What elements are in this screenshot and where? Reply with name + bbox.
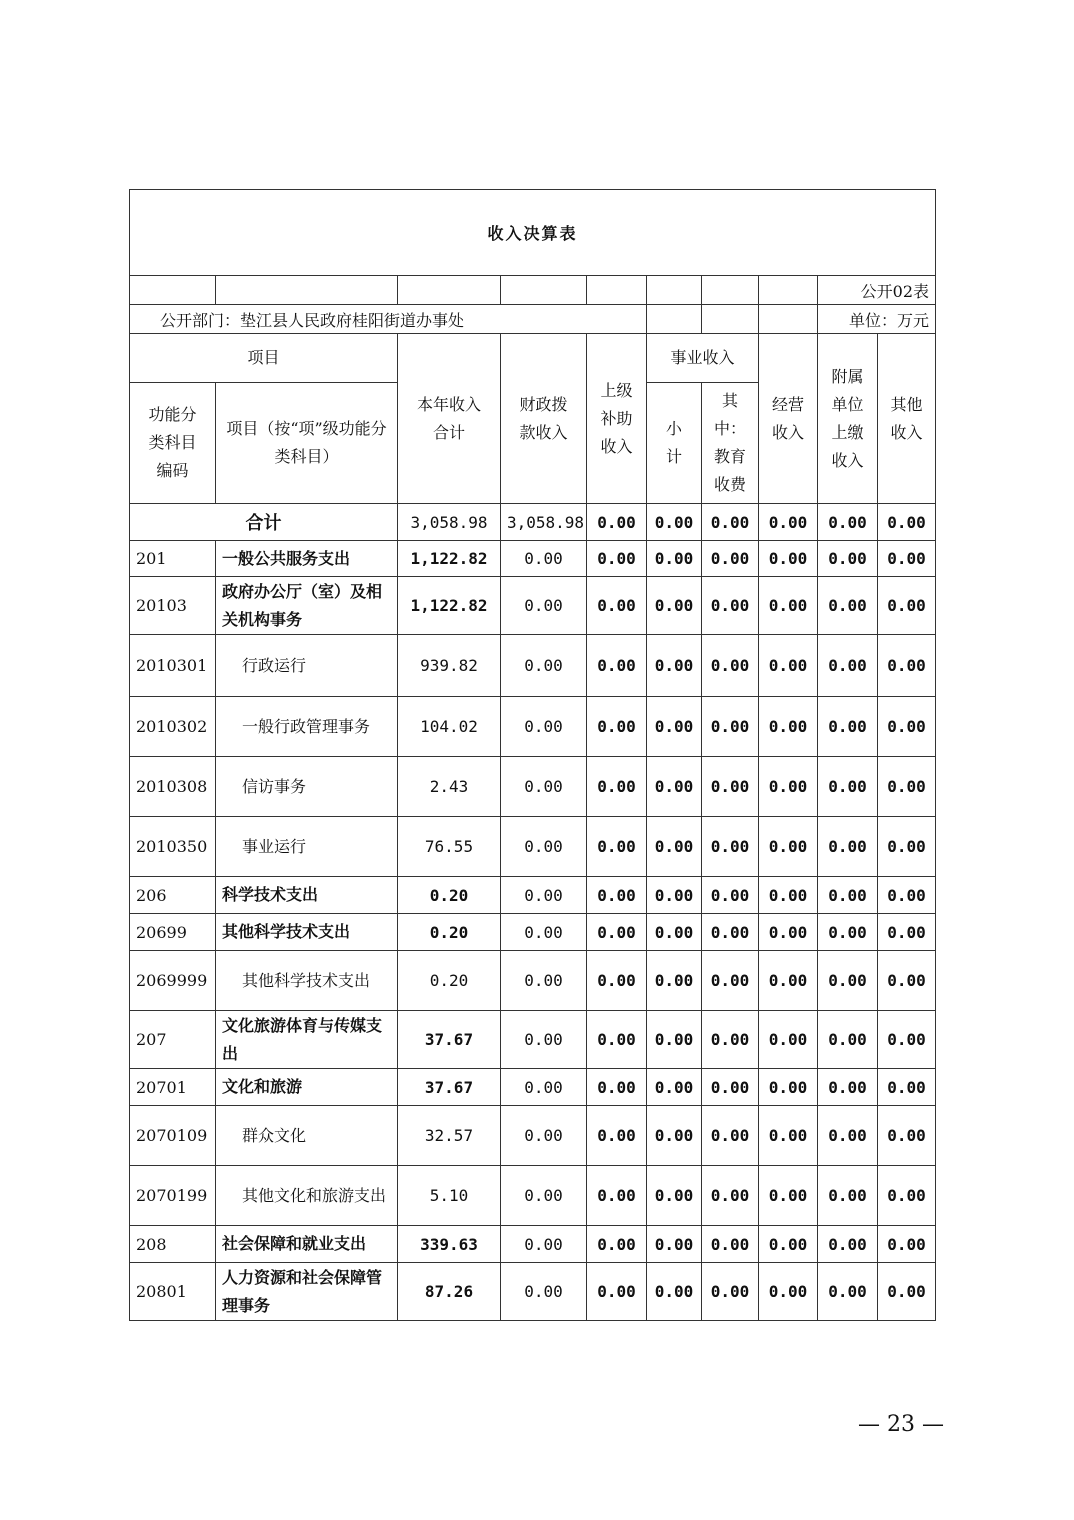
row-value: 0.00 (878, 914, 936, 951)
table-row (130, 877, 936, 914)
header-education-fee-text: 其中：教育收费 (713, 391, 746, 494)
row-value: 0.00 (587, 541, 647, 577)
row-value: 0.00 (501, 757, 587, 817)
row-value: 0.00 (818, 697, 878, 757)
row-value: 0.00 (759, 1011, 818, 1069)
header-total-income (398, 334, 501, 504)
table-row (130, 914, 936, 951)
row-value: 0.00 (587, 1106, 647, 1166)
row-name: 文化旅游体育与传媒支出 (216, 1011, 398, 1069)
table-row (130, 541, 936, 577)
row-value: 0.00 (501, 914, 587, 951)
row-value: 0.00 (818, 1106, 878, 1166)
total-value: 0.00 (702, 504, 759, 541)
row-code: 206 (130, 877, 216, 914)
row-value: 0.00 (647, 1226, 702, 1263)
row-code: 2010302 (130, 697, 216, 757)
row-code: 20103 (130, 577, 216, 635)
row-value: 0.00 (587, 577, 647, 635)
header-affiliated-income-text: 附属单位上缴收入 (831, 366, 864, 470)
row-value: 0.00 (702, 1226, 759, 1263)
table-row (130, 635, 936, 697)
row-value: 0.00 (702, 1263, 759, 1321)
row-value: 0.00 (587, 1226, 647, 1263)
header-affiliated-income (818, 334, 878, 504)
row-value: 0.00 (759, 877, 818, 914)
total-value: 0.00 (587, 504, 647, 541)
row-value: 0.00 (702, 635, 759, 697)
row-name: 文化和旅游 (216, 1069, 398, 1106)
header-code-text: 功能分类科目编码 (148, 405, 197, 480)
row-name: 行政运行 (216, 635, 398, 697)
row-value: 0.00 (878, 877, 936, 914)
total-value: 0.00 (818, 504, 878, 541)
row-value: 0.00 (702, 541, 759, 577)
header-education-fee (702, 383, 759, 504)
row-value: 0.00 (818, 1011, 878, 1069)
row-code: 2010308 (130, 757, 216, 817)
header-subtotal-text: 小计 (665, 419, 682, 466)
row-value: 0.00 (702, 1069, 759, 1106)
header-subsidy-income-text: 上级补助收入 (600, 380, 633, 456)
header-operating-income-text: 经营收入 (771, 394, 804, 442)
table-row (130, 697, 936, 757)
row-value: 0.00 (587, 951, 647, 1011)
row-value: 0.00 (818, 877, 878, 914)
row-value: 0.00 (647, 914, 702, 951)
row-value: 0.00 (818, 951, 878, 1011)
row-value: 0.00 (759, 577, 818, 635)
row-name: 其他科学技术支出 (216, 951, 398, 1011)
row-value: 0.00 (702, 697, 759, 757)
row-value: 0.00 (759, 951, 818, 1011)
row-name: 一般公共服务支出 (216, 541, 398, 577)
row-value: 0.00 (587, 1166, 647, 1226)
row-value: 0.00 (702, 877, 759, 914)
row-value: 87.26 (398, 1263, 501, 1321)
row-code: 20801 (130, 1263, 216, 1321)
row-value: 0.00 (647, 757, 702, 817)
total-value: 3,058.98 (501, 504, 587, 541)
row-value: 0.00 (759, 1106, 818, 1166)
row-value: 0.00 (587, 697, 647, 757)
table-title: 收入决算表 (130, 190, 936, 276)
row-value: 32.57 (398, 1106, 501, 1166)
row-value: 0.00 (759, 1166, 818, 1226)
table-row (130, 1263, 936, 1321)
row-value: 0.00 (501, 817, 587, 877)
row-value: 0.00 (501, 577, 587, 635)
table-row (130, 1106, 936, 1166)
row-code: 208 (130, 1226, 216, 1263)
row-value: 0.00 (878, 1263, 936, 1321)
row-value: 0.00 (818, 1226, 878, 1263)
row-value: 2.43 (398, 757, 501, 817)
row-value: 0.00 (759, 635, 818, 697)
income-final-accounts-table (129, 189, 936, 1321)
row-value: 0.00 (647, 877, 702, 914)
row-value: 0.00 (878, 817, 936, 877)
row-value: 0.00 (702, 1166, 759, 1226)
row-name: 一般行政管理事务 (216, 697, 398, 757)
row-value: 0.00 (759, 541, 818, 577)
table-row (130, 757, 936, 817)
header-other-income-text: 其他收入 (890, 394, 923, 442)
row-value: 0.00 (759, 697, 818, 757)
row-value: 0.00 (878, 1011, 936, 1069)
row-value: 0.00 (501, 951, 587, 1011)
row-code: 2010350 (130, 817, 216, 877)
row-value: 0.00 (818, 541, 878, 577)
row-value: 0.00 (501, 541, 587, 577)
row-code: 20701 (130, 1069, 216, 1106)
row-value: 0.00 (501, 877, 587, 914)
row-value: 0.00 (759, 1226, 818, 1263)
row-value: 76.55 (398, 817, 501, 877)
row-value: 0.00 (587, 1069, 647, 1106)
row-value: 0.00 (587, 1011, 647, 1069)
row-value: 0.20 (398, 951, 501, 1011)
row-value: 0.00 (501, 1069, 587, 1106)
row-value: 0.00 (878, 1069, 936, 1106)
row-value: 0.00 (878, 1166, 936, 1226)
row-value: 0.00 (878, 757, 936, 817)
row-value: 0.00 (501, 697, 587, 757)
row-value: 0.00 (647, 1166, 702, 1226)
table-row (130, 1011, 936, 1069)
table-row (130, 1226, 936, 1263)
row-value: 0.00 (759, 817, 818, 877)
row-value: 0.00 (501, 1011, 587, 1069)
total-value: 3,058.98 (398, 504, 501, 541)
row-value: 339.63 (398, 1226, 501, 1263)
row-value: 0.00 (759, 914, 818, 951)
header-project: 项目 (130, 334, 398, 383)
row-code: 2070109 (130, 1106, 216, 1166)
row-name: 群众文化 (216, 1106, 398, 1166)
row-value: 0.00 (587, 635, 647, 697)
header-career-income: 事业收入 (647, 334, 759, 383)
row-value: 0.00 (759, 1263, 818, 1321)
row-value: 1,122.82 (398, 541, 501, 577)
row-value: 0.00 (647, 1011, 702, 1069)
row-name: 政府办公厅（室）及相关机构事务 (216, 577, 398, 635)
row-name: 其他文化和旅游支出 (216, 1166, 398, 1226)
row-value: 0.00 (759, 757, 818, 817)
table-number: 公开02表 (818, 276, 936, 305)
header-fiscal-income (501, 334, 587, 504)
header-total-income-text: 本年收入合计 (416, 394, 481, 442)
row-value: 0.00 (818, 1166, 878, 1226)
row-value: 0.00 (587, 1263, 647, 1321)
header-item-name-text: 项目（按“项”级功能分类科目） (226, 419, 387, 466)
row-value: 0.00 (587, 817, 647, 877)
department-label: 公开部门：垫江县人民政府桂阳街道办事处 (130, 305, 647, 334)
row-code: 2069999 (130, 951, 216, 1011)
row-value: 0.00 (878, 635, 936, 697)
total-value: 0.00 (647, 504, 702, 541)
header-other-income (878, 334, 936, 504)
row-value: 0.00 (702, 817, 759, 877)
row-code: 20699 (130, 914, 216, 951)
row-value: 0.00 (501, 635, 587, 697)
row-value: 0.00 (818, 757, 878, 817)
row-value: 0.20 (398, 877, 501, 914)
total-value: 0.00 (759, 504, 818, 541)
row-value: 0.00 (878, 577, 936, 635)
row-value: 939.82 (398, 635, 501, 697)
row-name: 科学技术支出 (216, 877, 398, 914)
row-code: 207 (130, 1011, 216, 1069)
row-value: 0.00 (501, 1226, 587, 1263)
unit-label: 单位：万元 (818, 305, 936, 334)
row-value: 104.02 (398, 697, 501, 757)
row-code: 201 (130, 541, 216, 577)
row-value: 0.00 (702, 1011, 759, 1069)
table-row (130, 1166, 936, 1226)
row-value: 0.00 (647, 1069, 702, 1106)
row-value: 0.00 (702, 914, 759, 951)
header-operating-income (759, 334, 818, 504)
row-value: 0.00 (818, 914, 878, 951)
row-value: 0.00 (647, 635, 702, 697)
row-value: 0.00 (702, 757, 759, 817)
row-value: 0.00 (818, 817, 878, 877)
table-row (130, 951, 936, 1011)
row-value: 0.00 (818, 635, 878, 697)
row-value: 0.00 (501, 1106, 587, 1166)
header-subsidy-income (587, 334, 647, 504)
row-value: 0.00 (647, 577, 702, 635)
row-value: 0.00 (702, 577, 759, 635)
row-value: 0.00 (587, 877, 647, 914)
table-row (130, 817, 936, 877)
row-name: 事业运行 (216, 817, 398, 877)
row-value: 0.00 (878, 541, 936, 577)
row-value: 0.00 (587, 914, 647, 951)
header-item-name (216, 383, 398, 504)
header-subtotal (647, 383, 702, 504)
row-value: 0.00 (818, 1263, 878, 1321)
table-row (130, 577, 936, 635)
row-value: 0.00 (878, 1106, 936, 1166)
row-value: 0.00 (702, 951, 759, 1011)
row-value: 0.00 (818, 577, 878, 635)
row-value: 0.00 (647, 951, 702, 1011)
row-name: 社会保障和就业支出 (216, 1226, 398, 1263)
total-value: 0.00 (878, 504, 936, 541)
row-value: 0.00 (501, 1263, 587, 1321)
row-name: 其他科学技术支出 (216, 914, 398, 951)
total-label: 合计 (130, 504, 398, 541)
row-value: 1,122.82 (398, 577, 501, 635)
row-value: 0.00 (587, 757, 647, 817)
row-value: 0.00 (818, 1069, 878, 1106)
row-value: 37.67 (398, 1011, 501, 1069)
row-value: 0.00 (501, 1166, 587, 1226)
row-name: 信访事务 (216, 757, 398, 817)
row-value: 0.00 (647, 697, 702, 757)
row-name: 人力资源和社会保障管理事务 (216, 1263, 398, 1321)
row-value: 0.00 (878, 1226, 936, 1263)
row-code: 2070199 (130, 1166, 216, 1226)
row-value: 0.00 (647, 1263, 702, 1321)
row-value: 0.00 (878, 697, 936, 757)
page-number: — 23 — (858, 1412, 944, 1437)
row-value: 0.20 (398, 914, 501, 951)
table-row (130, 1069, 936, 1106)
row-value: 5.10 (398, 1166, 501, 1226)
row-value: 0.00 (878, 951, 936, 1011)
row-value: 0.00 (647, 817, 702, 877)
row-code: 2010301 (130, 635, 216, 697)
total-row (130, 504, 936, 541)
row-value: 0.00 (647, 541, 702, 577)
row-value: 0.00 (702, 1106, 759, 1166)
header-fiscal-income-text: 财政拨款收入 (519, 394, 568, 442)
header-code (130, 383, 216, 504)
row-value: 37.67 (398, 1069, 501, 1106)
row-value: 0.00 (759, 1069, 818, 1106)
row-value: 0.00 (647, 1106, 702, 1166)
